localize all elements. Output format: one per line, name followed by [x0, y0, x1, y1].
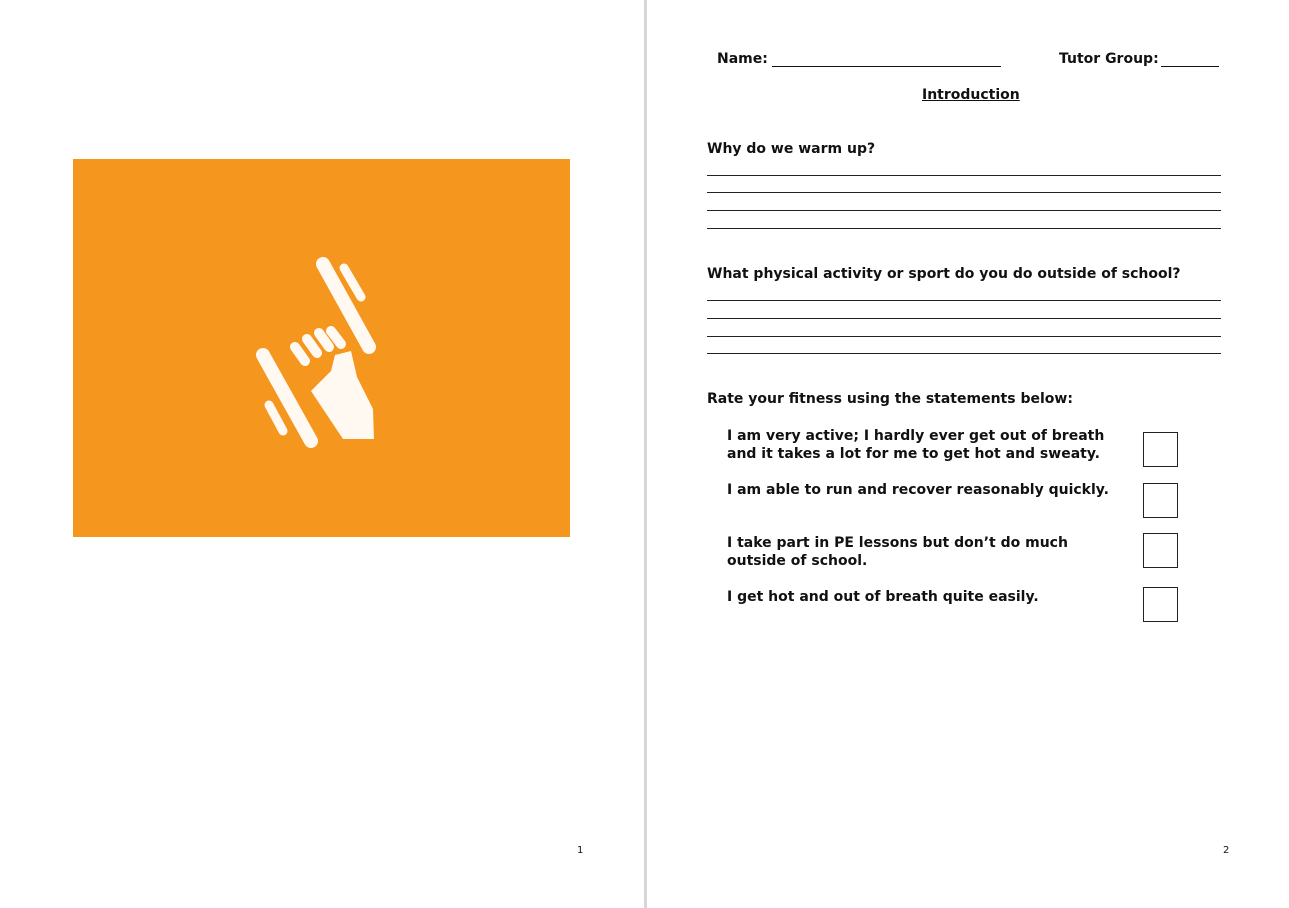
tutor-group-label: Tutor Group:: [1059, 51, 1159, 67]
page-1: [0, 0, 644, 908]
answer-line[interactable]: [707, 336, 1221, 337]
statement-very-active: I am very active; I hardly ever get out of breath and it takes a lot for me to get hot and sweaty.: [727, 428, 1105, 462]
page-number: 1: [577, 845, 584, 856]
checkbox-pe-lessons[interactable]: [1143, 533, 1178, 568]
statement-pe-lessons: I take part in PE lessons but don’t do much outside of school.: [727, 535, 1068, 569]
rate-prompt: Rate your fitness using the statements below:: [707, 391, 1073, 407]
page-2: [647, 0, 1289, 908]
answer-line[interactable]: [707, 353, 1221, 354]
statement-out-of-breath: I get hot and out of breath quite easily.: [727, 589, 1039, 605]
answer-line[interactable]: [707, 175, 1221, 176]
section-heading: Introduction: [922, 87, 1020, 103]
answer-line[interactable]: [707, 318, 1221, 319]
cover-image: [73, 159, 570, 537]
name-input-line[interactable]: [772, 66, 1001, 67]
cover-background: [73, 159, 570, 537]
question-warm-up: Why do we warm up?: [707, 141, 876, 157]
answer-line[interactable]: [707, 192, 1221, 193]
checkbox-very-active[interactable]: [1143, 432, 1178, 467]
answer-line[interactable]: [707, 228, 1221, 229]
tutor-group-input-line[interactable]: [1161, 66, 1219, 67]
checkbox-out-of-breath[interactable]: [1143, 587, 1178, 622]
answer-line[interactable]: [707, 210, 1221, 211]
statement-run-recover: I am able to run and recover reasonably quickly.: [727, 482, 1109, 498]
answer-line[interactable]: [707, 300, 1221, 301]
page-number: 2: [1223, 845, 1230, 856]
name-label: Name:: [717, 51, 768, 67]
question-activity: What physical activity or sport do you do outside of school?: [707, 266, 1181, 282]
checkbox-run-recover[interactable]: [1143, 483, 1178, 518]
hands-high-five-icon: [73, 159, 570, 537]
